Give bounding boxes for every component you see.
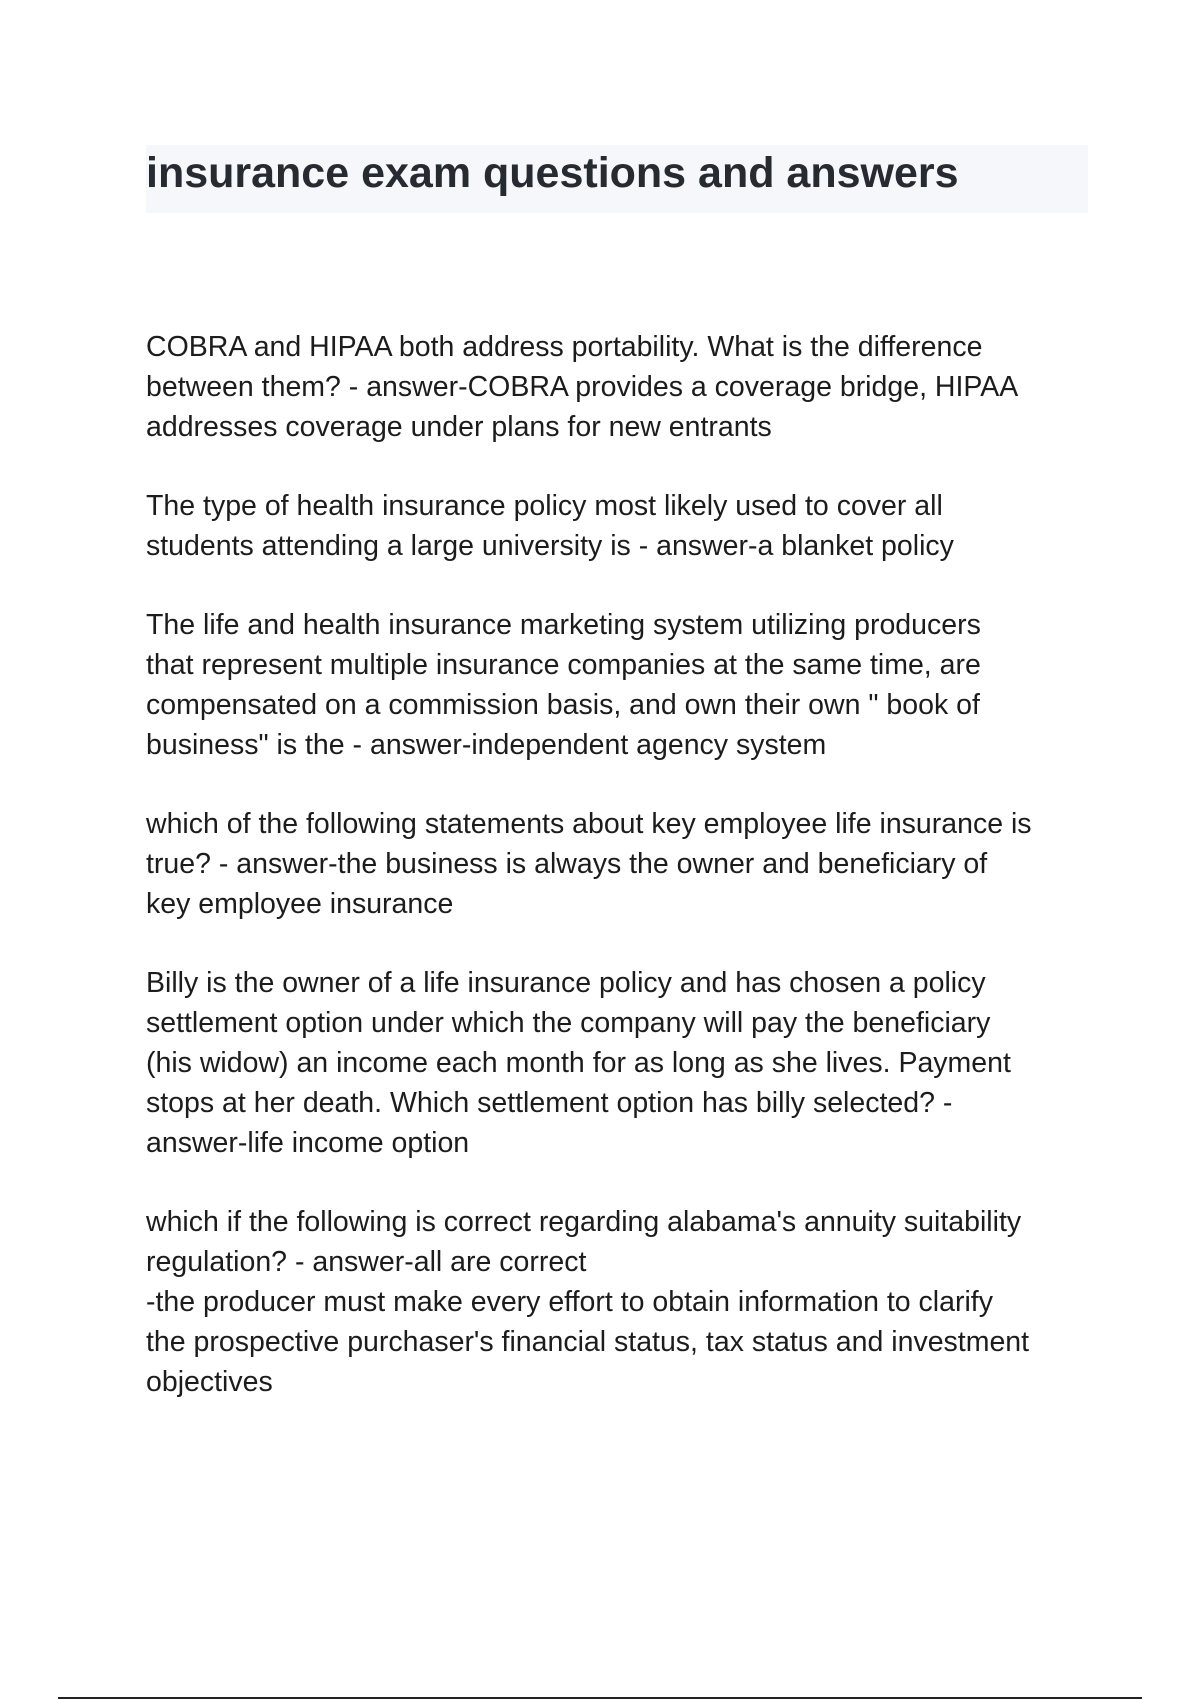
qa-line: which if the following is correct regarding alabama's annuity suitability [146,1206,1022,1238]
qa-line: -the producer must make every effort to obtain information to clarify [146,1286,993,1318]
qa-line: The type of health insurance policy most likely used to cover all [146,490,943,522]
page-title: insurance exam questions and answers [146,149,959,197]
qa-line: key employee insurance [146,888,454,920]
qa-line: settlement option under which the company will pay the beneficiary [146,1007,991,1039]
qa-line: business" is the - answer-independent agency system [146,729,827,761]
qa-entry-blanket-policy [146,486,1096,566]
qa-line: regulation? - answer-all are correct [146,1246,587,1278]
qa-line: Billy is the owner of a life insurance policy and has chosen a policy [146,967,986,999]
title-banner [146,145,1088,213]
qa-line: compensated on a commission basis, and own their own " book of [146,689,980,721]
qa-line: (his widow) an income each month for as long as she lives. Payment [146,1047,1011,1079]
qa-list [146,327,1096,1441]
qa-entry-independent-agency [146,605,1096,765]
qa-line: answer-life income option [146,1127,470,1159]
qa-line: The life and health insurance marketing system utilizing producers [146,609,981,641]
qa-line: which of the following statements about key employee life insurance is [146,808,1032,840]
qa-entry-settlement-option [146,963,1096,1163]
qa-line: addresses coverage under plans for new entrants [146,411,772,443]
page-bottom-divider [58,1697,1142,1699]
qa-line: that represent multiple insurance companies at the same time, are [146,649,981,681]
qa-entry-key-employee [146,804,1096,924]
qa-line: between them? - answer-COBRA provides a coverage bridge, HIPAA [146,371,1019,403]
qa-line: stops at her death. Which settlement option has billy selected? - [146,1087,953,1119]
qa-entry-cobra-hipaa [146,327,1096,447]
qa-line: students attending a large university is - answer-a blanket policy [146,530,954,562]
qa-line: the prospective purchaser's financial status, tax status and investment [146,1326,1030,1358]
qa-line: objectives [146,1366,273,1398]
qa-line: COBRA and HIPAA both address portability. What is the difference [146,331,983,363]
qa-line: true? - answer-the business is always the owner and beneficiary of [146,848,988,880]
qa-entry-annuity-suitability [146,1202,1096,1402]
